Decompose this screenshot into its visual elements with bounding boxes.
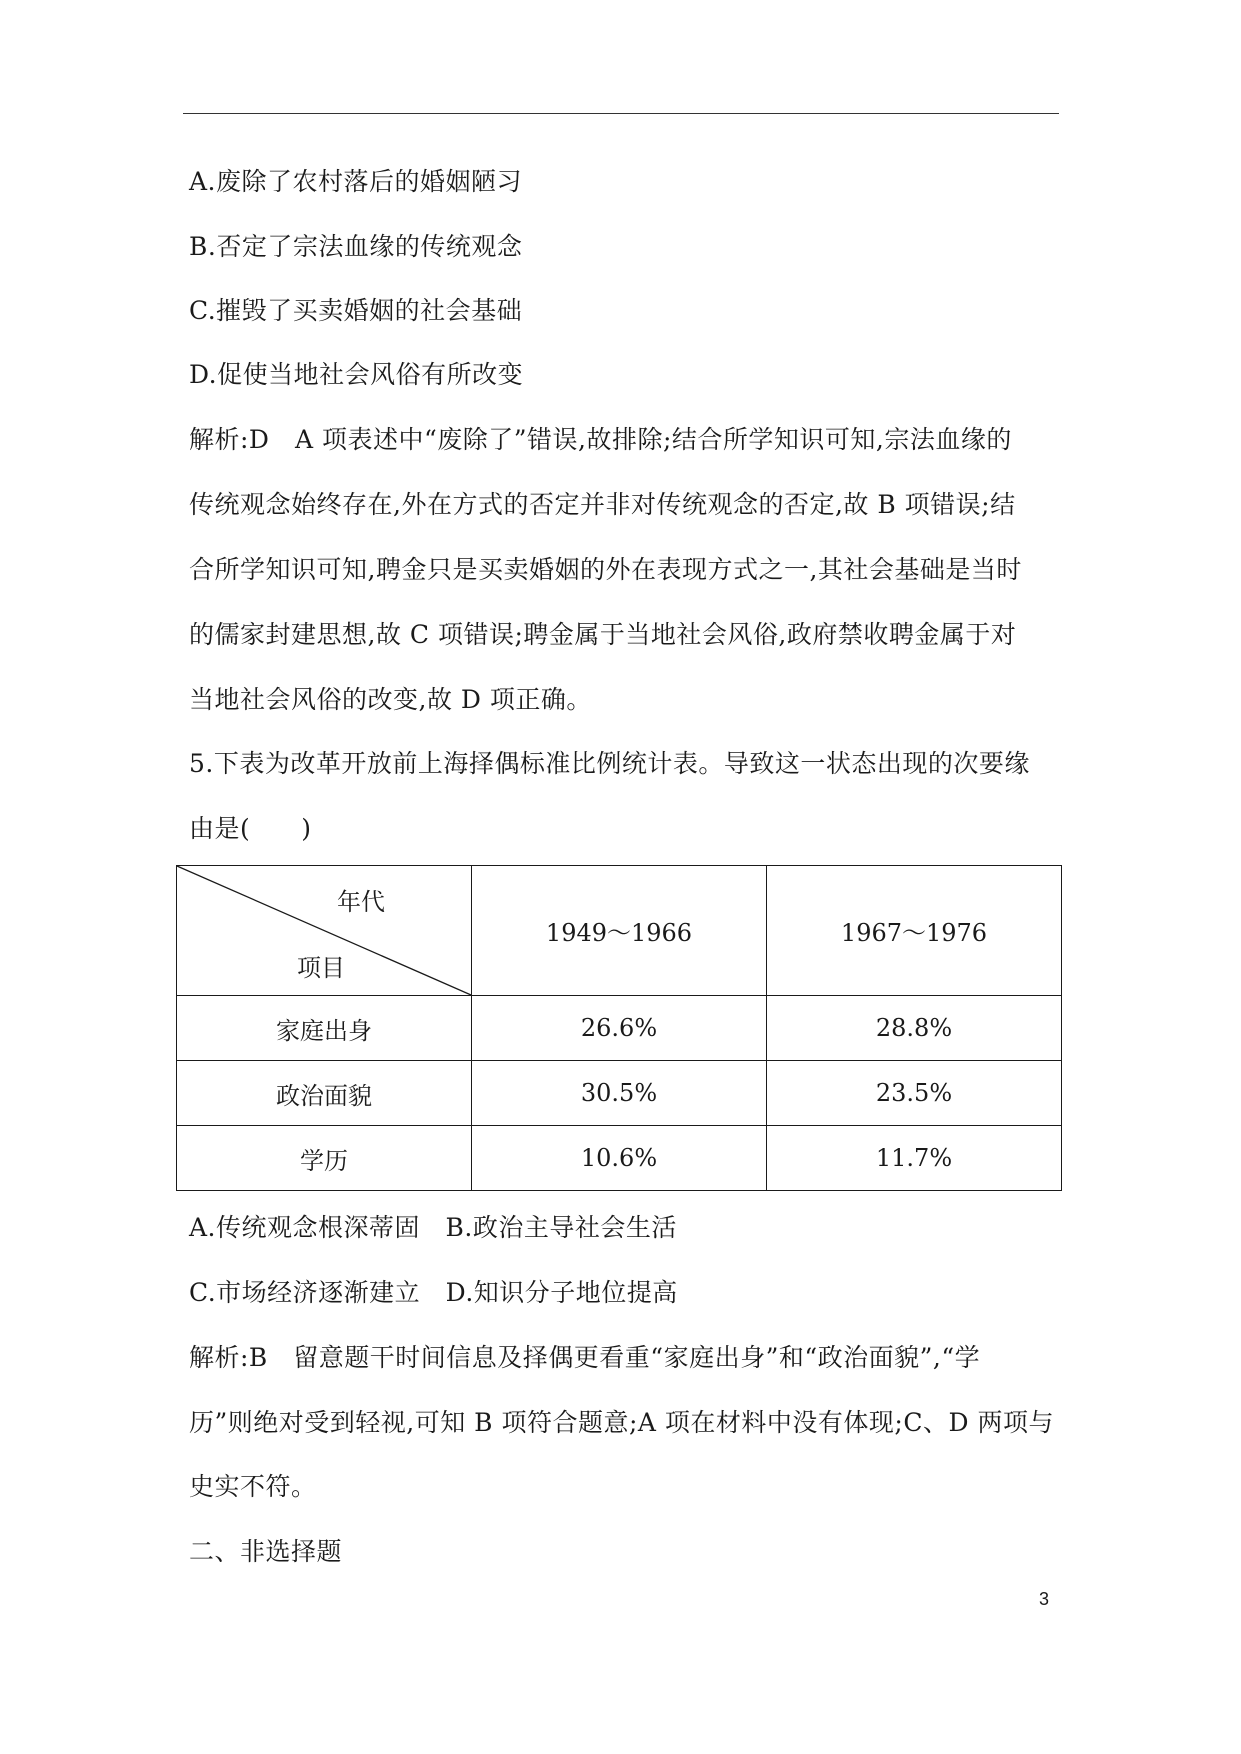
table-cell: 26.6% bbox=[472, 996, 767, 1061]
table-cell: 23.5% bbox=[767, 1061, 1062, 1126]
row-label: 学历 bbox=[177, 1126, 472, 1191]
analysis-line: 合所学知识可知,聘金只是买卖婚姻的外在表现方式之一,其社会基础是当时 bbox=[189, 555, 1022, 584]
row-label: 政治面貌 bbox=[177, 1061, 472, 1126]
option-b: B.否定了宗法血缘的传统观念 bbox=[189, 232, 523, 261]
corner-cell bbox=[177, 866, 472, 996]
option-line: C.市场经济逐渐建立 D.知识分子地位提高 bbox=[189, 1278, 678, 1307]
question-line: 由是( ) bbox=[189, 814, 312, 843]
option-a: A.废除了农村落后的婚姻陋习 bbox=[189, 167, 523, 196]
corner-label-years: 年代 bbox=[337, 888, 385, 916]
mate-selection-table bbox=[176, 865, 1062, 1191]
analysis-line: 解析:D A 项表述中“废除了”错误,故排除;结合所学知识可知,宗法血缘的 bbox=[189, 425, 1012, 454]
table-row bbox=[177, 1126, 1062, 1191]
analysis-line: 当地社会风俗的改变,故 D 项正确。 bbox=[189, 685, 592, 714]
page-number: 3 bbox=[1039, 1589, 1050, 1609]
column-header: 1967～1976 bbox=[767, 866, 1062, 996]
section-title: 二、非选择题 bbox=[189, 1537, 343, 1566]
option-d: D.促使当地社会风俗有所改变 bbox=[189, 360, 524, 389]
option-c: C.摧毁了买卖婚姻的社会基础 bbox=[189, 296, 523, 325]
analysis-line: 历”则绝对受到轻视,可知 B 项符合题意;A 项在材料中没有体现;C、D 两项与 bbox=[189, 1408, 1054, 1437]
corner-label-items: 项目 bbox=[297, 954, 345, 982]
table-row bbox=[177, 996, 1062, 1061]
table-cell: 11.7% bbox=[767, 1126, 1062, 1191]
analysis-line: 传统观念始终存在,外在方式的否定并非对传统观念的否定,故 B 项错误;结 bbox=[189, 490, 1016, 519]
row-label: 家庭出身 bbox=[177, 996, 472, 1061]
option-line: A.传统观念根深蒂固 B.政治主导社会生活 bbox=[189, 1213, 677, 1242]
table-cell: 10.6% bbox=[472, 1126, 767, 1191]
table-cell: 30.5% bbox=[472, 1061, 767, 1126]
table-header-row bbox=[177, 866, 1062, 996]
question-line: 5.下表为改革开放前上海择偶标准比例统计表。导致这一状态出现的次要缘 bbox=[189, 749, 1030, 778]
column-header: 1949～1966 bbox=[472, 866, 767, 996]
analysis-line: 史实不符。 bbox=[189, 1472, 317, 1501]
header-rule bbox=[183, 113, 1059, 114]
table-cell: 28.8% bbox=[767, 996, 1062, 1061]
analysis-line: 的儒家封建思想,故 C 项错误;聘金属于当地社会风俗,政府禁收聘金属于对 bbox=[189, 620, 1017, 649]
table-row bbox=[177, 1061, 1062, 1126]
analysis-line: 解析:B 留意题干时间信息及择偶更看重“家庭出身”和“政治面貌”,“学 bbox=[189, 1343, 981, 1372]
